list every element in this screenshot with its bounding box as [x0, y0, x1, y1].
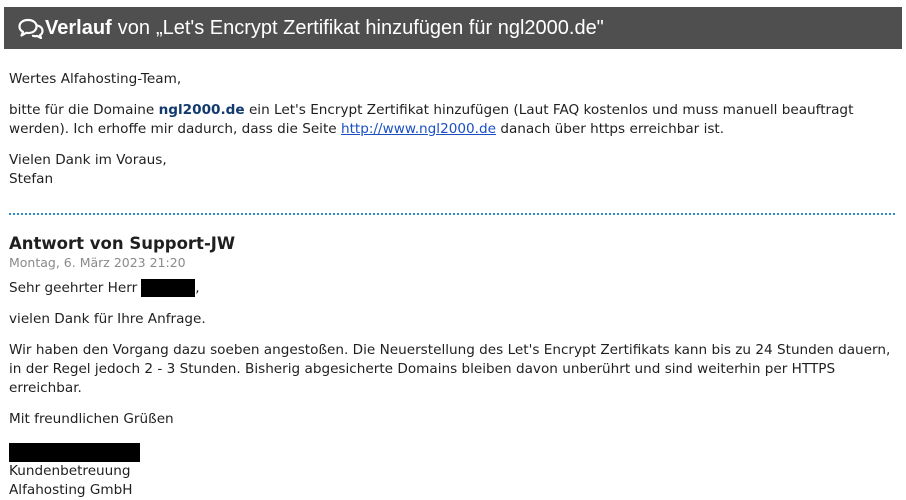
request-body-part2: ein Let's Encrypt Zertifikat hinzufügen (Laut FAQ kostenlos und muss manuell beauftragt werden). Ich erhoffe mir dadurch, dass die Seite	[9, 102, 854, 137]
reply-title: Antwort von Support-JW	[9, 234, 236, 253]
reply-date: Montag, 6. März 2023 21:20	[9, 255, 186, 270]
chat-bubbles-icon	[18, 17, 44, 39]
conversation	[9, 70, 899, 500]
signature-department: Kundenbetreuung	[9, 463, 131, 479]
customer-message	[9, 70, 899, 189]
request-signature: Stefan	[9, 171, 54, 187]
support-reply	[9, 233, 899, 500]
request-closing-line1: Vielen Dank im Voraus,	[9, 152, 167, 168]
reply-salutation	[9, 279, 899, 298]
request-greeting: Wertes Alfahosting-Team,	[9, 71, 182, 87]
reply-salutation-text: Sehr geehrter Herr	[9, 280, 138, 296]
signature-company: Alfahosting GmbH	[9, 482, 133, 498]
website-link[interactable]: http://www.ngl2000.de	[340, 121, 496, 137]
reply-body: Wir haben den Vorgang dazu soeben angestoßen. Die Neuerstellung des Let's Encrypt Zertifikats kann bis zu 24 Stunden dauern, in der Regel jedoch 2 - 3 Stunden. Bisherig abgesicherte Domains bleiben davon unberührt und sind weiterhin per HTTPS erreichbar.	[9, 342, 891, 396]
request-body-part3: danach über https erreichbar ist.	[496, 121, 725, 137]
header-subject: „Let's Encrypt Zertifikat hinzufügen für ngl2000.de"	[155, 16, 604, 39]
redacted-signature	[9, 443, 140, 462]
request-body	[9, 101, 899, 139]
redacted-name	[141, 279, 195, 297]
request-domain: ngl2000.de	[158, 102, 245, 118]
reply-regards: Mit freundlichen Grüßen	[9, 411, 174, 427]
request-body-part1: bitte für die Domaine	[9, 102, 159, 118]
header-connector: von	[117, 16, 150, 39]
reply-thanks: vielen Dank für Ihre Anfrage.	[9, 311, 206, 327]
history-header	[4, 7, 902, 49]
reply-salutation-end: ,	[195, 280, 200, 296]
message-divider	[9, 213, 895, 215]
header-title-strong: Verlauf	[45, 16, 112, 39]
